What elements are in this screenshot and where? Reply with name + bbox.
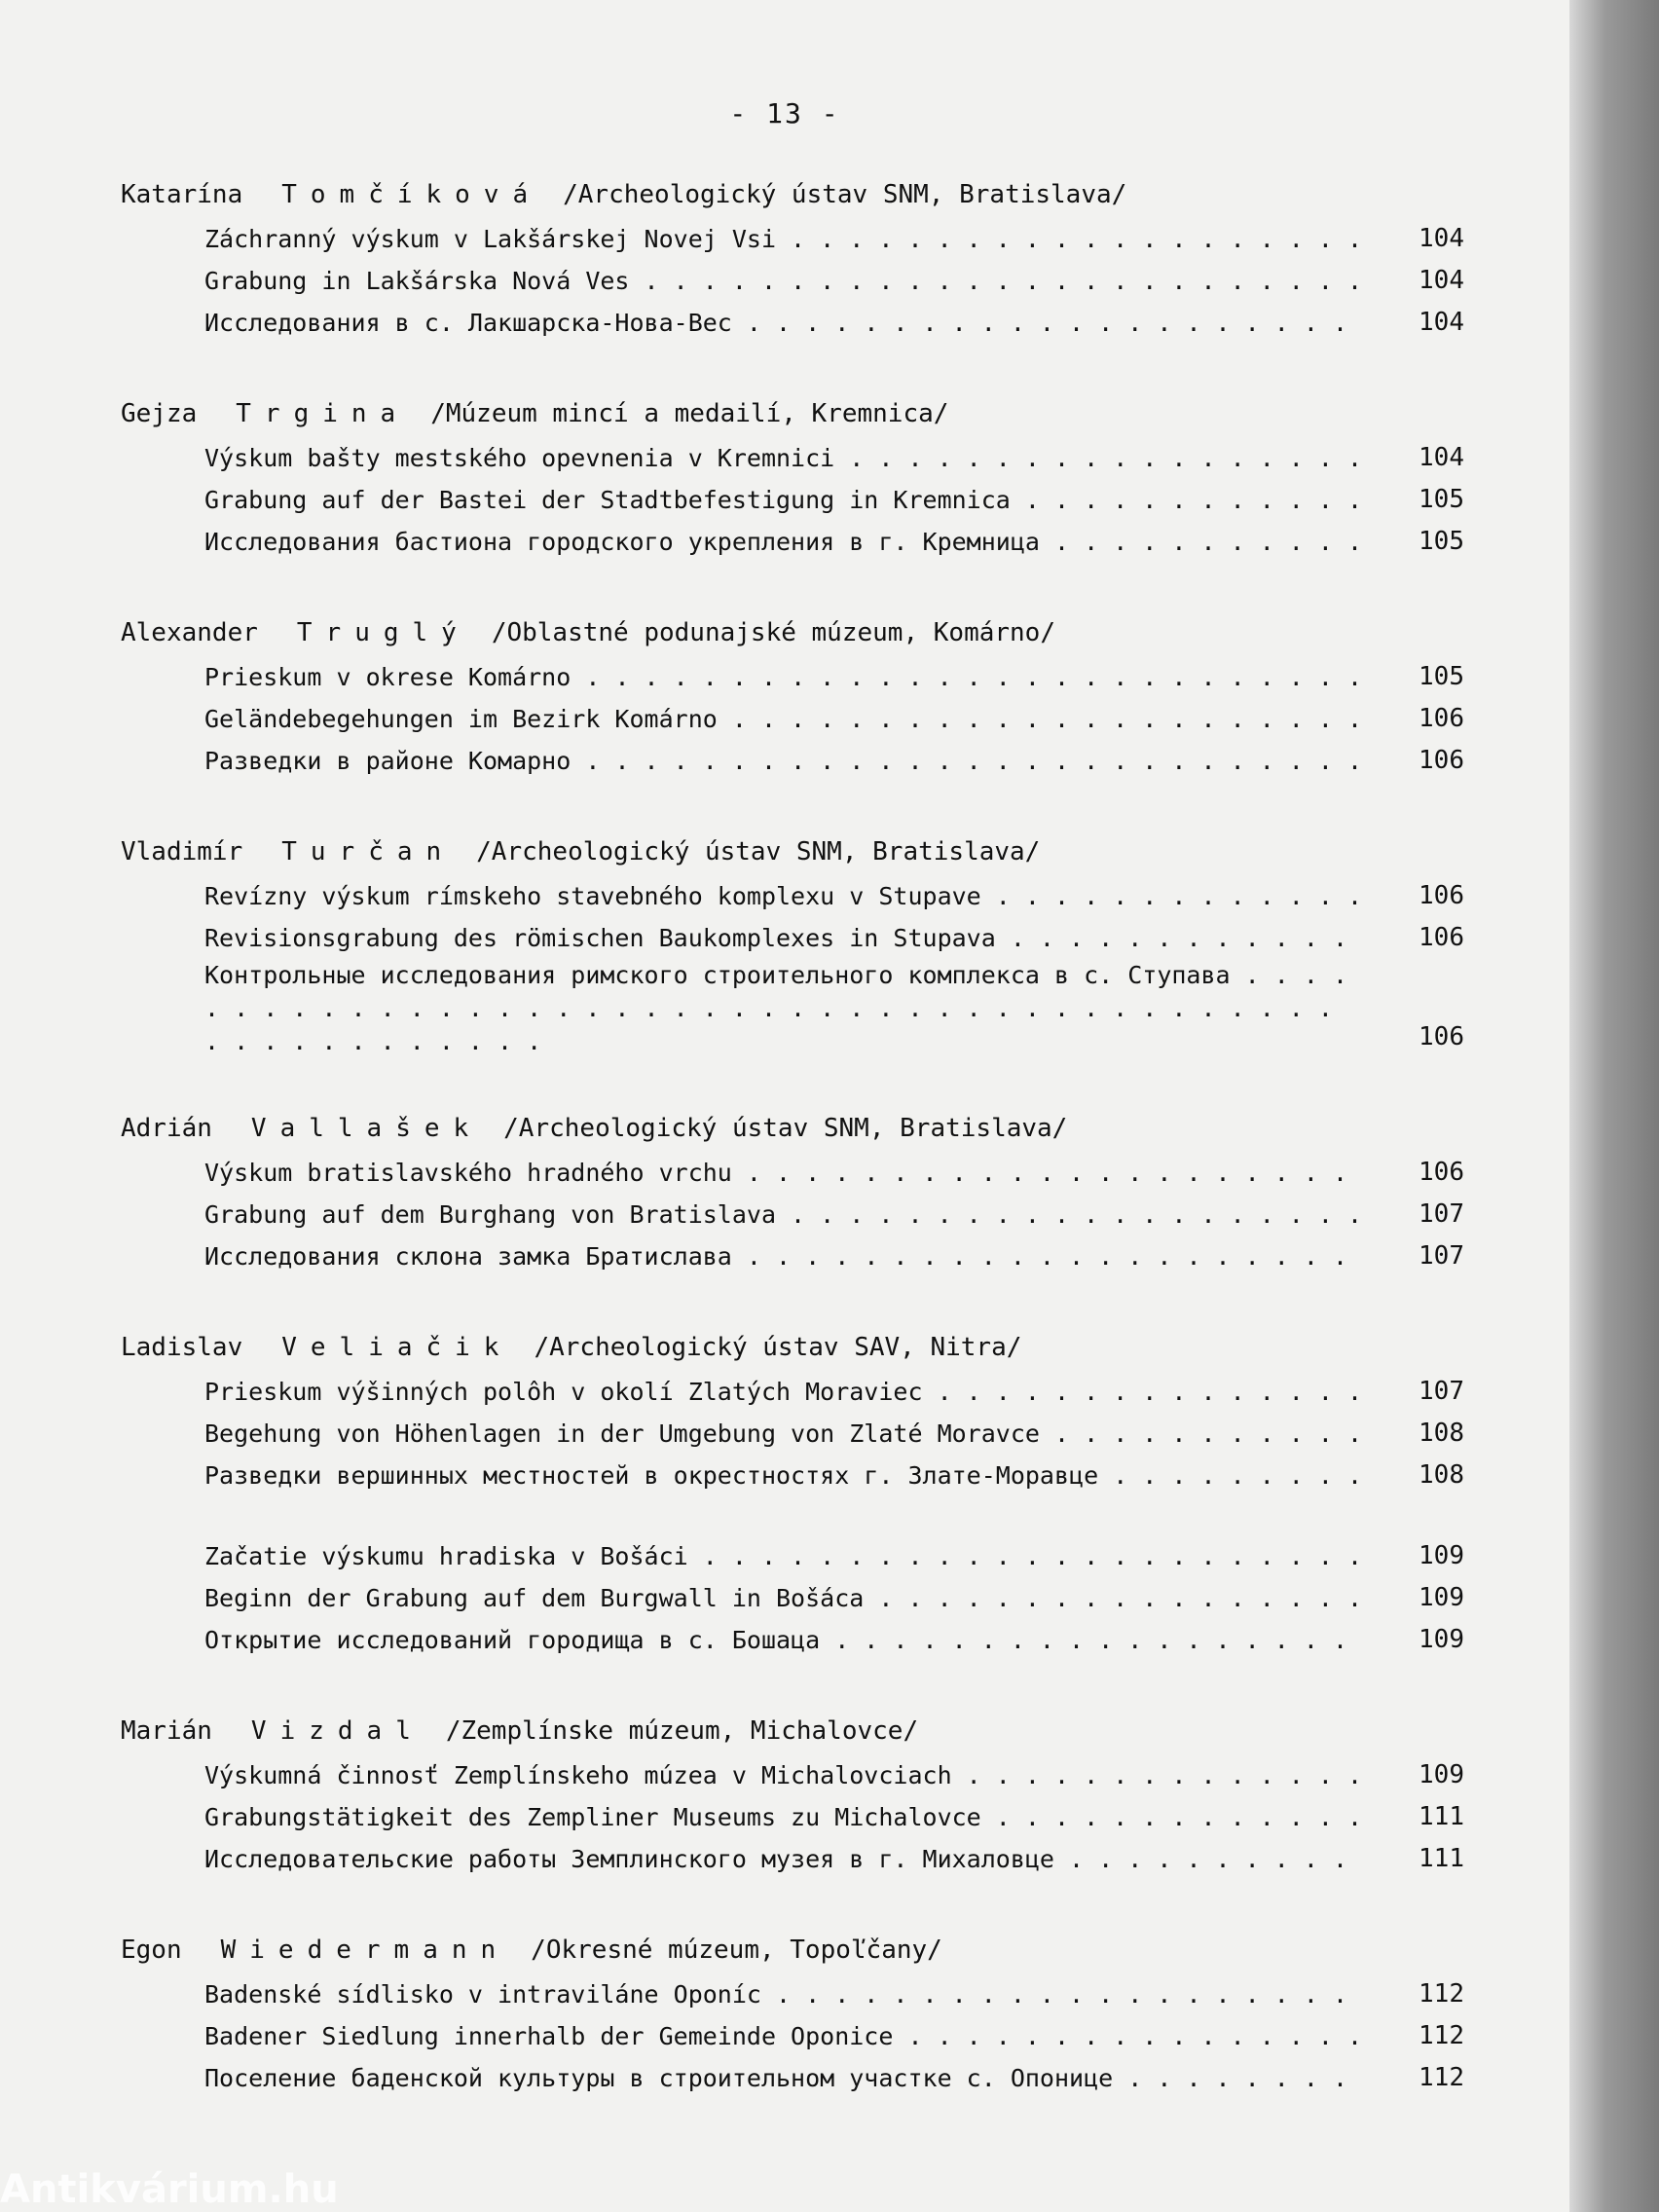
toc-entry bbox=[121, 1577, 1464, 1619]
toc-entry bbox=[121, 260, 1464, 302]
toc-entry bbox=[121, 521, 1464, 563]
author-first-name: Katarína bbox=[121, 180, 243, 209]
entry-title: Grabung auf dem Burghang von Bratislava . . . bbox=[204, 1194, 1357, 1235]
author-affiliation: /Archeologický ústav SNM, Bratislava/ bbox=[503, 1114, 1068, 1143]
entry-page: 106 bbox=[1419, 881, 1464, 910]
author-affiliation: /Archeologický ústav SNM, Bratislava/ bbox=[476, 837, 1041, 866]
author-affiliation: /Okresné múzeum, Topoľčany/ bbox=[531, 1936, 942, 1965]
toc-entry bbox=[121, 1754, 1464, 1796]
author-surname: Tomčíková bbox=[281, 180, 542, 209]
author-line bbox=[121, 1326, 1464, 1369]
entry-title: Revízny výskum rímskeho stavebného komplexu v Stupave . . . bbox=[204, 875, 1357, 917]
toc-entry bbox=[121, 218, 1464, 260]
entry-title: Begehung von Höhenlagen in der Umgebung von Zlaté Moravce . . . bbox=[204, 1413, 1357, 1455]
toc-entry bbox=[121, 1796, 1464, 1838]
toc-entry bbox=[121, 740, 1464, 782]
entry-title: Grabungstätigkeit des Zempliner Museums zu Michalovce . . . bbox=[204, 1796, 1357, 1838]
entry-page: 104 bbox=[1419, 308, 1464, 337]
entry-page: 105 bbox=[1419, 662, 1464, 691]
author-affiliation: /Oblastné podunajské múzeum, Komárno/ bbox=[491, 618, 1055, 647]
entry-page: 104 bbox=[1419, 443, 1464, 472]
entry-page: 112 bbox=[1419, 1979, 1464, 2009]
entry-page: 104 bbox=[1419, 266, 1464, 295]
entry-title: Разведки вершинных местностей в окрестностях г. Злате-Моравце . . . bbox=[204, 1455, 1357, 1496]
author-surname: Vizdal bbox=[250, 1716, 424, 1746]
entry-title: Поселение баденской культуры в строительном участке с. Опонице . . . bbox=[204, 2057, 1357, 2099]
entry-title: Revisionsgrabung des römischen Baukomplexes in Stupava . . . bbox=[204, 917, 1357, 959]
watermark-text: Antikvárium.hu bbox=[0, 2167, 339, 2212]
entry-page: 105 bbox=[1419, 485, 1464, 514]
entry-title: Исследования бастиона городского укрепления в г. Кремница . . . bbox=[204, 521, 1357, 563]
author-block bbox=[121, 392, 1464, 563]
book-spine-edge bbox=[1569, 0, 1659, 2212]
author-affiliation: /Archeologický ústav SAV, Nitra/ bbox=[534, 1333, 1022, 1362]
entry-title: Začatie výskumu hradiska v Bošáci . . . bbox=[204, 1535, 1357, 1577]
author-block bbox=[121, 173, 1464, 344]
entry-page: 112 bbox=[1419, 2021, 1464, 2050]
author-surname: Wiedermann bbox=[220, 1936, 510, 1965]
entry-title: Výskum bašty mestského opevnenia v Kremnici . . . bbox=[204, 437, 1357, 479]
toc-entry bbox=[121, 1619, 1464, 1661]
entry-page: 106 bbox=[1419, 923, 1464, 952]
toc-entry bbox=[121, 1371, 1464, 1413]
author-first-name: Egon bbox=[121, 1936, 182, 1965]
toc-entry bbox=[121, 1235, 1464, 1277]
author-surname: Vallašek bbox=[250, 1114, 483, 1143]
author-first-name: Vladimír bbox=[121, 837, 243, 866]
entry-title: Открытие исследований городища в с. Бошаца . . . bbox=[204, 1619, 1357, 1661]
author-block bbox=[121, 1107, 1464, 1277]
author-line bbox=[121, 830, 1464, 873]
entry-title: Badener Siedlung innerhalb der Gemeinde Oponice . . . bbox=[204, 2015, 1357, 2057]
author-block bbox=[121, 1710, 1464, 1880]
entry-page: 111 bbox=[1419, 1844, 1464, 1873]
entry-page: 104 bbox=[1419, 224, 1464, 253]
entry-page: 108 bbox=[1419, 1419, 1464, 1448]
entry-page: 109 bbox=[1419, 1625, 1464, 1654]
entry-page: 112 bbox=[1419, 2063, 1464, 2092]
author-first-name: Alexander bbox=[121, 618, 258, 647]
toc-entry bbox=[121, 875, 1464, 917]
entry-title: Geländebegehungen im Bezirk Komárno . . . bbox=[204, 698, 1357, 740]
page-number: - 13 - bbox=[729, 97, 840, 129]
toc-entry bbox=[121, 302, 1464, 344]
entry-page: 111 bbox=[1419, 1802, 1464, 1831]
toc-entry bbox=[121, 1194, 1464, 1235]
author-first-name: Marián bbox=[121, 1716, 212, 1746]
entry-title: Grabung auf der Bastei der Stadtbefestigung in Kremnica . . . bbox=[204, 479, 1357, 521]
entry-page: 107 bbox=[1419, 1199, 1464, 1229]
toc-entry bbox=[121, 917, 1464, 959]
entry-title: Prieskum výšinných polôh v okolí Zlatých Moraviec . . . bbox=[204, 1371, 1357, 1413]
entry-page: 107 bbox=[1419, 1241, 1464, 1271]
toc-entry bbox=[121, 2057, 1464, 2099]
entry-page: 106 bbox=[1419, 1022, 1464, 1051]
toc-entry bbox=[121, 959, 1464, 1058]
entry-title: Výskumná činnosť Zemplínskeho múzea v Michalovciach . . . bbox=[204, 1754, 1357, 1796]
toc-entry bbox=[121, 698, 1464, 740]
author-line bbox=[121, 611, 1464, 654]
toc-entry bbox=[121, 1973, 1464, 2015]
author-first-name: Adrián bbox=[121, 1114, 212, 1143]
entry-page: 106 bbox=[1419, 704, 1464, 733]
toc-entry bbox=[121, 1838, 1464, 1880]
entry-title: Beginn der Grabung auf dem Burgwall in Bošáca . . . bbox=[204, 1577, 1357, 1619]
author-line bbox=[121, 173, 1464, 216]
entry-title: Grabung in Lakšárska Nová Ves . . . bbox=[204, 260, 1357, 302]
entry-page: 109 bbox=[1419, 1541, 1464, 1570]
author-first-name: Ladislav bbox=[121, 1333, 243, 1362]
author-block bbox=[121, 830, 1464, 1058]
author-affiliation: /Zemplínske múzeum, Michalovce/ bbox=[445, 1716, 919, 1746]
entry-title: Исследовательские работы Земплинского музея в г. Михаловце . . . bbox=[204, 1838, 1357, 1880]
entry-title: Prieskum v okrese Komárno . . . bbox=[204, 656, 1357, 698]
author-line bbox=[121, 392, 1464, 435]
toc-entry bbox=[121, 479, 1464, 521]
entry-page: 106 bbox=[1419, 746, 1464, 775]
author-block bbox=[121, 611, 1464, 782]
entry-title: Výskum bratislavského hradného vrchu . . . bbox=[204, 1152, 1357, 1194]
author-surname: Veliačik bbox=[281, 1333, 513, 1362]
toc-entry bbox=[121, 437, 1464, 479]
entry-page: 105 bbox=[1419, 527, 1464, 556]
toc-entry bbox=[121, 1152, 1464, 1194]
author-block bbox=[121, 1326, 1464, 1661]
toc-entry bbox=[121, 1535, 1464, 1577]
author-line bbox=[121, 1710, 1464, 1752]
toc-entry bbox=[121, 2015, 1464, 2057]
author-block bbox=[121, 1929, 1464, 2099]
entry-page: 106 bbox=[1419, 1158, 1464, 1187]
entry-page: 107 bbox=[1419, 1377, 1464, 1406]
author-surname: Trgina bbox=[236, 399, 410, 428]
entry-title: Контрольные исследования римского строительного комплекса в с. Ступава . . . bbox=[204, 959, 1357, 1058]
entry-title: Исследования склона замка Братислава . . . bbox=[204, 1235, 1357, 1277]
toc-entry bbox=[121, 1413, 1464, 1455]
author-affiliation: /Archeologický ústav SNM, Bratislava/ bbox=[563, 180, 1127, 209]
entry-title: Badenské sídlisko v intraviláne Oponíc . . . bbox=[204, 1973, 1357, 2015]
entry-title: Исследования в с. Лакшарска-Нова-Вес . . . bbox=[204, 302, 1357, 344]
author-affiliation: /Múzeum mincí a medailí, Kremnica/ bbox=[430, 399, 949, 428]
author-line bbox=[121, 1929, 1464, 1972]
author-line bbox=[121, 1107, 1464, 1150]
author-surname: Turčan bbox=[281, 837, 456, 866]
entry-title: Разведки в районе Комарно . . . bbox=[204, 740, 1357, 782]
author-first-name: Gejza bbox=[121, 399, 198, 428]
entry-page: 109 bbox=[1419, 1583, 1464, 1612]
entry-page: 109 bbox=[1419, 1760, 1464, 1789]
author-surname: Truglý bbox=[296, 618, 470, 647]
entry-page: 108 bbox=[1419, 1460, 1464, 1490]
toc-entry bbox=[121, 1455, 1464, 1496]
entry-title: Záchranný výskum v Lakšárskej Novej Vsi . . . bbox=[204, 218, 1357, 260]
entry-group bbox=[121, 1326, 1464, 1496]
contents-list bbox=[121, 173, 1464, 2148]
toc-entry bbox=[121, 656, 1464, 698]
